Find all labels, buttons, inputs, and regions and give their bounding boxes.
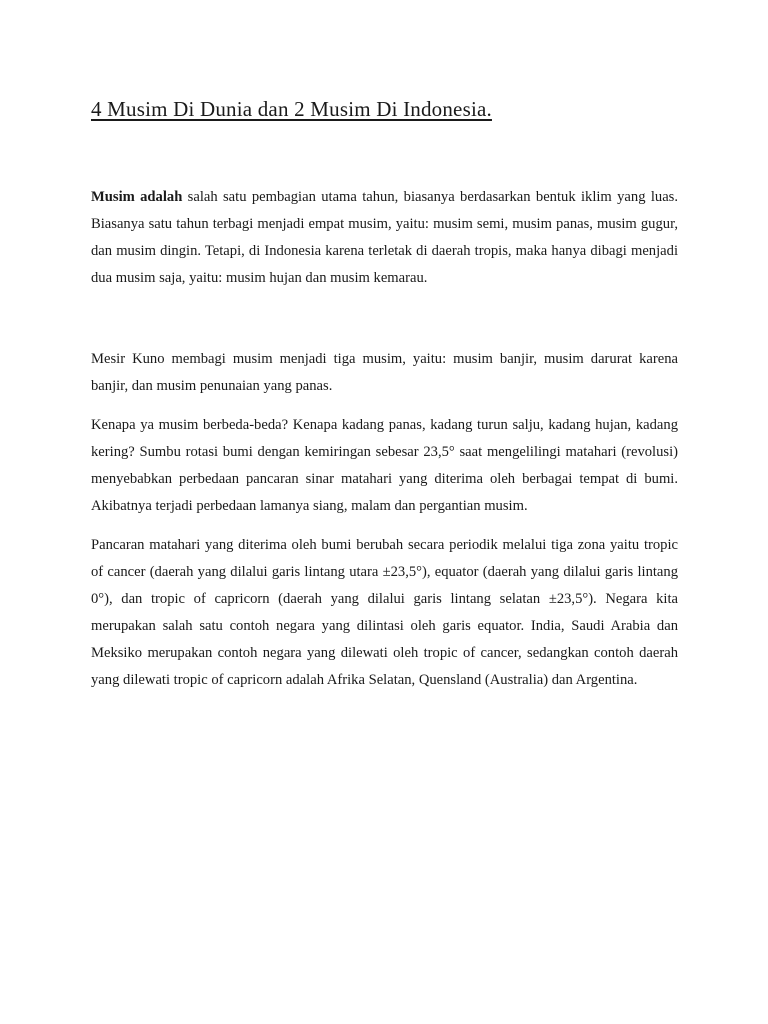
paragraph-kenapa-musim: Kenapa ya musim berbeda-beda? Kenapa kadang panas, kadang turun salju, kadang hujan, kadang kering? Sumbu rotasi bumi dengan kemiringan sebesar 23,5° saat mengelilingi matahari (revolusi) menyebabkan perbedaan pancaran sinar matahari yang diterima oleh berbagai tempat di bumi. Akibatnya terjadi perbedaan lamanya siang, malam dan pergantian musim. xyxy=(91,417,678,514)
paragraph-pancaran-matahari: Pancaran matahari yang diterima oleh bumi berubah secara periodik melalui tiga zona yaitu tropic of cancer (daerah yang dilalui garis lintang utara ±23,5°), equator (daerah yang dilalui garis lintang 0°), dan tropic of capricorn (daerah yang dilalui garis lintang selatan ±23,5°). Negara kita merupakan salah satu contoh negara yang dilintasi oleh garis equator. India, Saudi Arabia dan Meksiko merupakan contoh negara yang dilewati oleh tropic of cancer, sedangkan contoh daerah yang dilewati tropic of capricorn adalah Afrika Selatan, Quensland (Australia) dan Argentina. xyxy=(91,537,678,688)
document-title: 4 Musim Di Dunia dan 2 Musim Di Indonesia. xyxy=(91,97,492,121)
paragraph-mesir-kuno: Mesir Kuno membagi musim menjadi tiga musim, yaitu: musim banjir, musim darurat karena banjir, dan musim penunaian yang panas. xyxy=(91,351,678,394)
term-musim-adalah: Musim adalah xyxy=(91,189,183,205)
document-page xyxy=(91,96,678,694)
paragraph-musim-definition xyxy=(91,184,678,292)
paragraph-text: salah satu pembagian utama tahun, biasanya berdasarkan bentuk iklim yang luas. Biasanya satu tahun terbagi menjadi empat musim, yaitu: musim semi, musim panas, musim gugur, dan musim dingin. Tetapi, di Indonesia karena terletak di daerah tropis, maka hanya dibagi menjadi dua musim saja, yaitu: musim hujan dan musim kemarau. xyxy=(91,189,678,286)
